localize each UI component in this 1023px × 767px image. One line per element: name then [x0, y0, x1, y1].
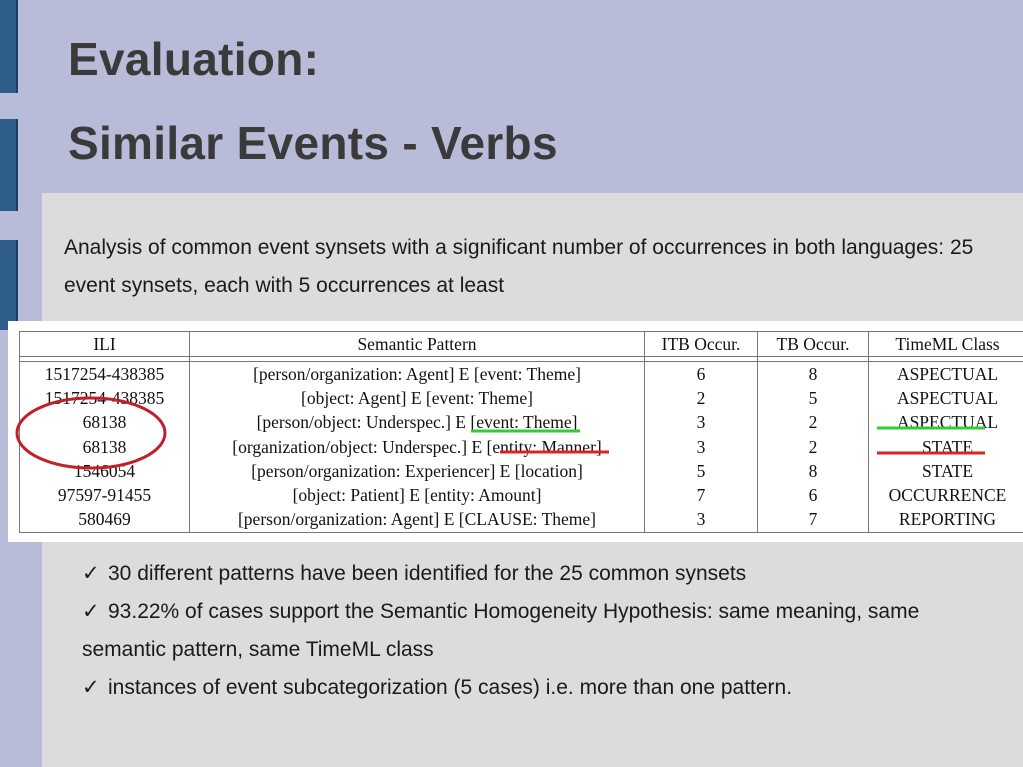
- slide-title-line2: Similar Events - Verbs: [68, 117, 558, 169]
- cell-class: STATE: [869, 435, 1023, 459]
- cell-tb: 2: [758, 435, 869, 459]
- cell-pattern: [object: Patient] E [entity: Amount]: [190, 483, 645, 507]
- decor-bar: [0, 0, 18, 93]
- list-item: [82, 555, 982, 593]
- list-item: [82, 669, 982, 707]
- cell-ili: 1546054: [20, 459, 190, 483]
- table-row: [20, 362, 1023, 387]
- cell-ili: 68138: [20, 435, 190, 459]
- cell-itb: 7: [645, 483, 758, 507]
- cell-class: ASPECTUAL: [869, 362, 1023, 387]
- cell-ili: 68138: [20, 411, 190, 435]
- cell-itb: 5: [645, 459, 758, 483]
- cell-itb: 3: [645, 508, 758, 533]
- header-timeml-class: TimeML Class: [869, 332, 1023, 357]
- cell-class: REPORTING: [869, 508, 1023, 533]
- cell-pattern: [object: Agent] E [event: Theme]: [190, 386, 645, 410]
- decor-bar: [0, 240, 18, 330]
- cell-ili: 1517254-438385: [20, 386, 190, 410]
- conclusions-list: [82, 555, 982, 707]
- cell-class: ASPECTUAL: [869, 411, 1023, 435]
- bullet-text: 93.22% of cases support the Semantic Homogeneity Hypothesis: same meaning, same semantic pattern, same TimeML class: [82, 600, 920, 661]
- table-row: [20, 435, 1023, 459]
- cell-pattern: [person/organization: Agent] E [CLAUSE: Theme]: [190, 508, 645, 533]
- cell-pattern: [organization/object: Underspec.] E [entity: Manner]: [190, 435, 645, 459]
- decor-bar: [0, 119, 18, 211]
- cell-itb: 3: [645, 435, 758, 459]
- check-icon: ✓: [82, 600, 100, 623]
- cell-class: ASPECTUAL: [869, 386, 1023, 410]
- cell-itb: 2: [645, 386, 758, 410]
- cell-pattern: [person/object: Underspec.] E [event: Theme]: [190, 411, 645, 435]
- header-ili: ILI: [20, 332, 190, 357]
- check-icon: ✓: [82, 562, 100, 585]
- cell-tb: 2: [758, 411, 869, 435]
- cell-tb: 7: [758, 508, 869, 533]
- table-panel: [8, 321, 1023, 542]
- bullet-text: 30 different patterns have been identified for the 25 common synsets: [108, 562, 747, 585]
- slide-title-line1: Evaluation:: [68, 33, 320, 85]
- cell-tb: 6: [758, 483, 869, 507]
- cell-ili: 97597-91455: [20, 483, 190, 507]
- table-row: [20, 483, 1023, 507]
- table-row: [20, 459, 1023, 483]
- cell-tb: 8: [758, 362, 869, 387]
- table-header-row: [20, 332, 1023, 357]
- list-item: [82, 593, 982, 669]
- cell-itb: 6: [645, 362, 758, 387]
- results-table: [19, 331, 1023, 533]
- cell-ili: 1517254-438385: [20, 362, 190, 387]
- header-semantic-pattern: Semantic Pattern: [190, 332, 645, 357]
- cell-ili: 580469: [20, 508, 190, 533]
- header-itb-occur: ITB Occur.: [645, 332, 758, 357]
- bullet-text: instances of event subcategorization (5 cases) i.e. more than one pattern.: [108, 676, 793, 699]
- cell-class: OCCURRENCE: [869, 483, 1023, 507]
- cell-tb: 8: [758, 459, 869, 483]
- cell-pattern: [person/organization: Experiencer] E [location]: [190, 459, 645, 483]
- table-row: [20, 508, 1023, 533]
- cell-tb: 5: [758, 386, 869, 410]
- check-icon: ✓: [82, 676, 100, 699]
- cell-pattern: [person/organization: Agent] E [event: Theme]: [190, 362, 645, 387]
- table-row: [20, 411, 1023, 435]
- header-tb-occur: TB Occur.: [758, 332, 869, 357]
- intro-text: Analysis of common event synsets with a significant number of occurrences in both languages: 25 event synsets, each with 5 occurrences at least: [64, 236, 974, 297]
- cell-itb: 3: [645, 411, 758, 435]
- cell-class: STATE: [869, 459, 1023, 483]
- table-row: [20, 386, 1023, 410]
